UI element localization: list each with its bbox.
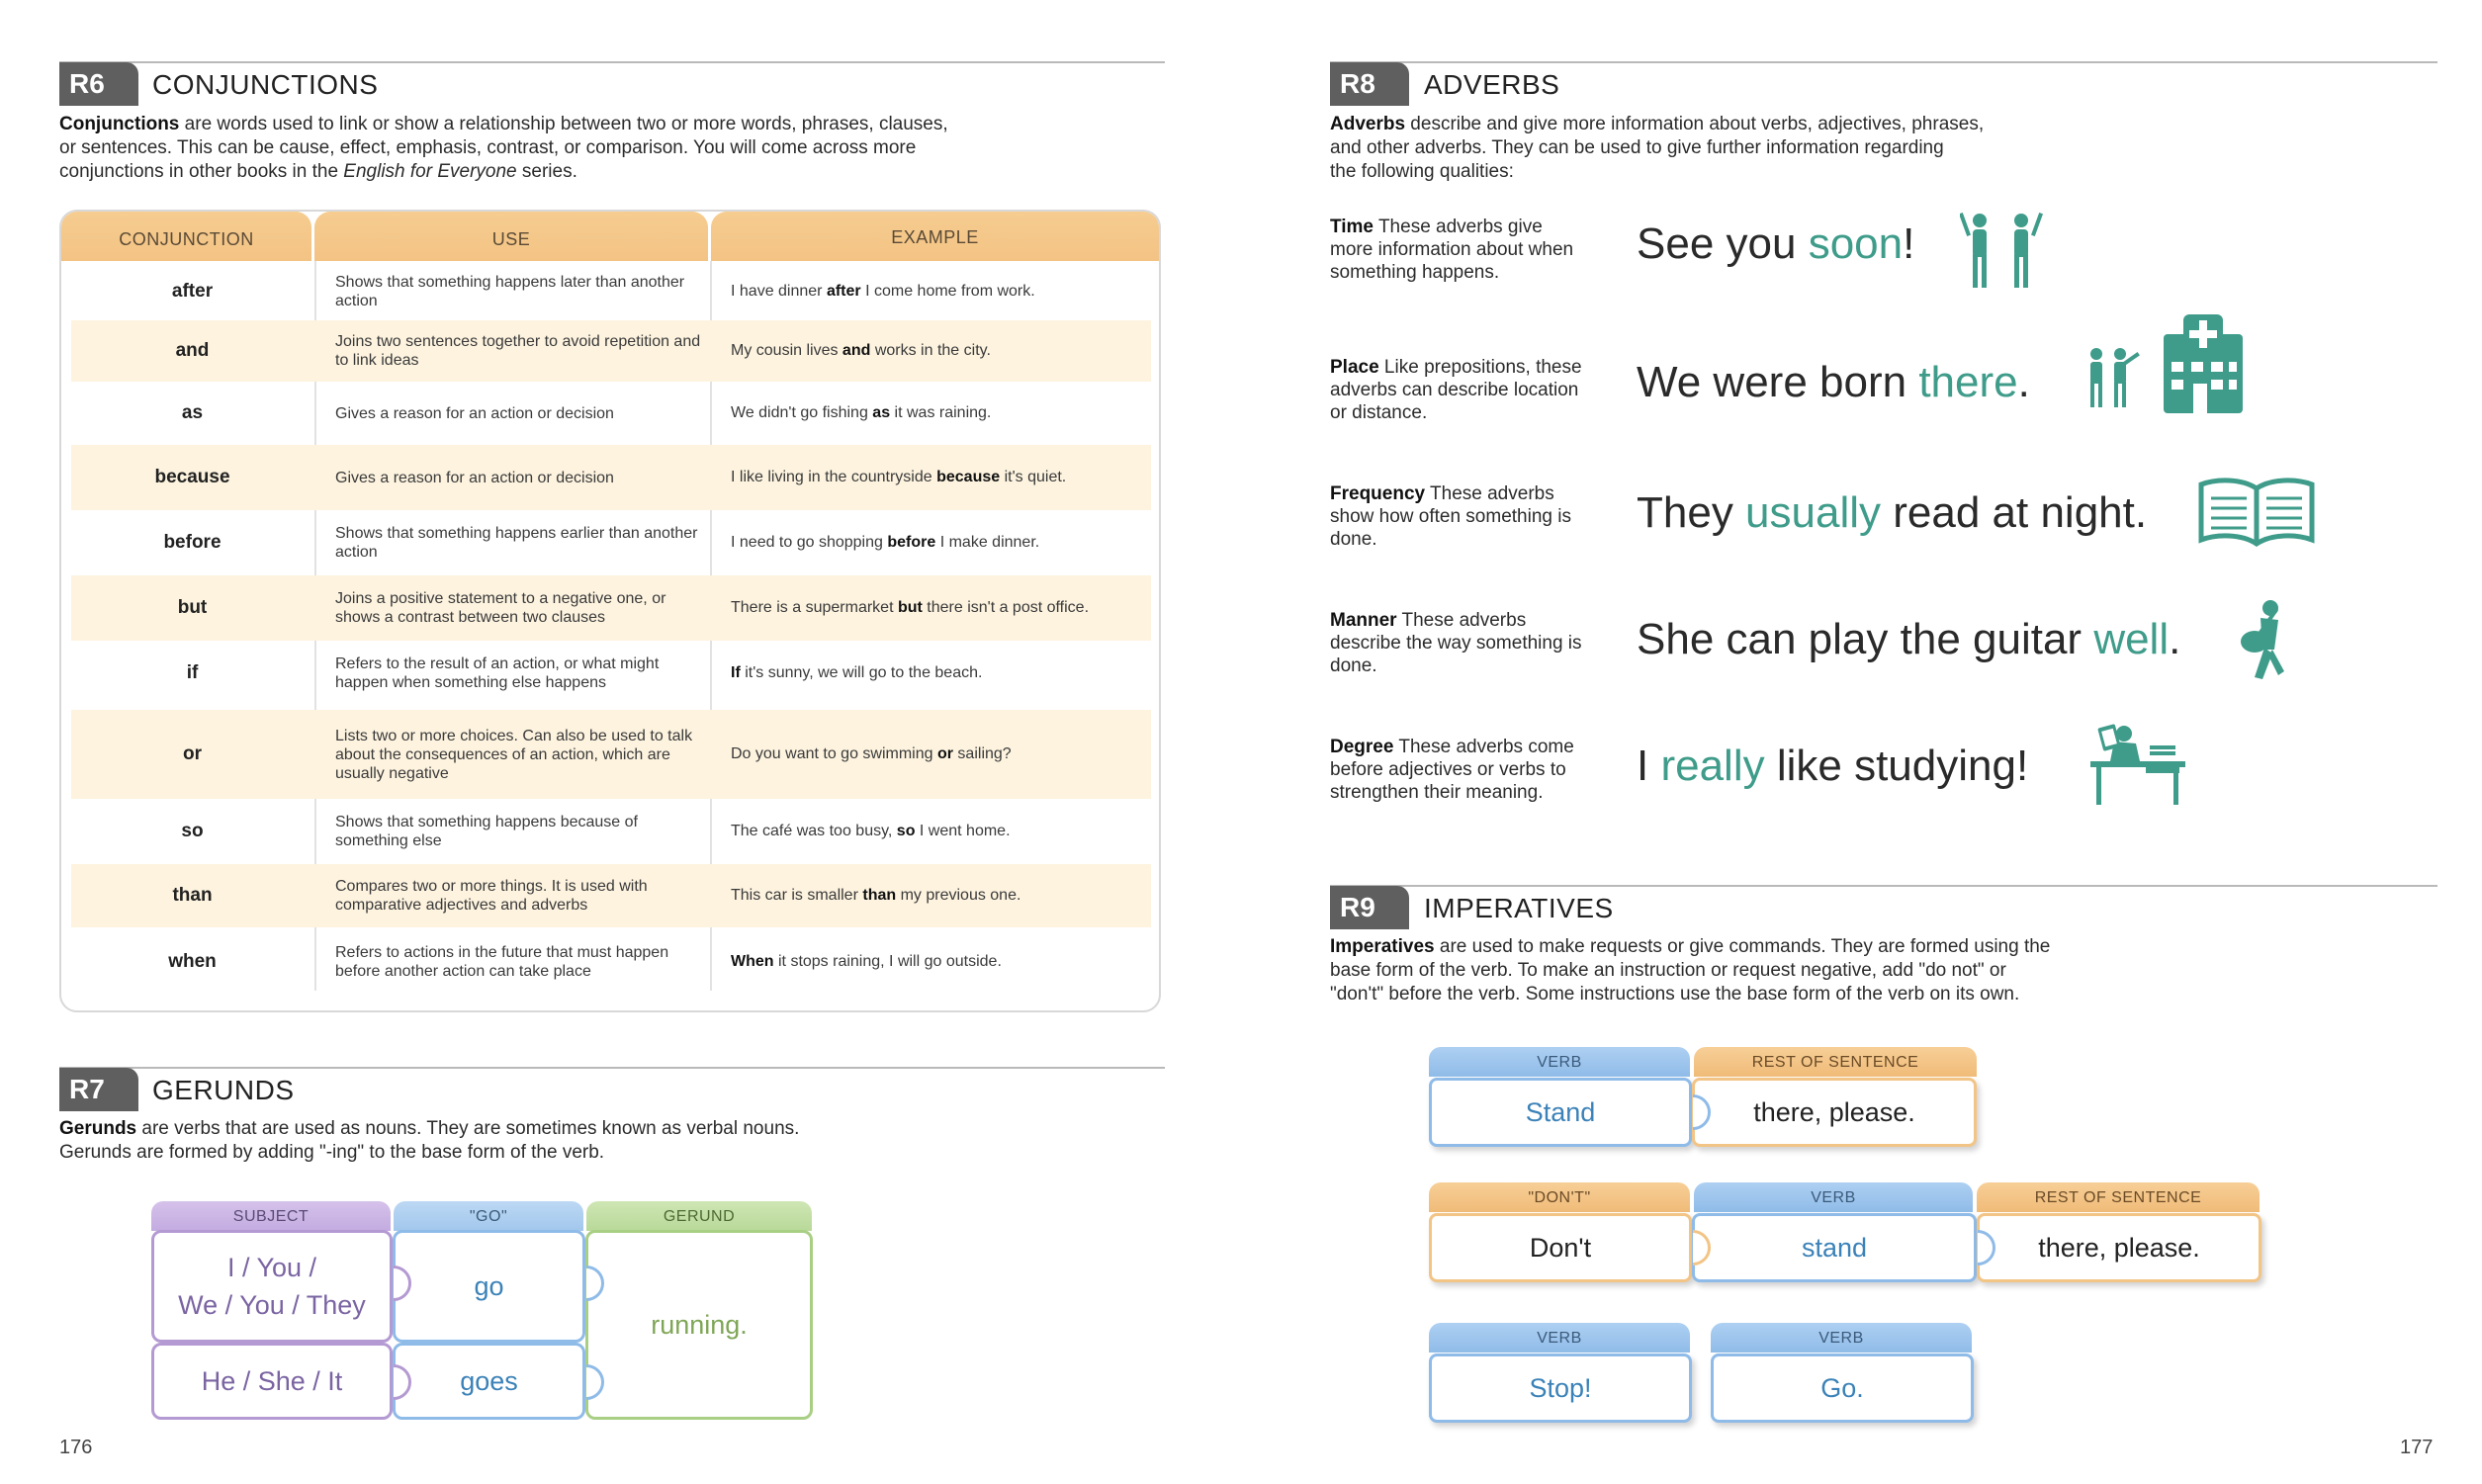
adverb-desc-text: These adverbs give more information about when something happens. bbox=[1330, 217, 1574, 283]
conjunction-use: Refers to the result of an action, or what might happen when something else happens bbox=[335, 655, 660, 691]
imperative-box-go: Go. bbox=[1711, 1353, 1974, 1423]
sentence-text: ! bbox=[1903, 219, 1915, 268]
section-intro-r6 bbox=[59, 113, 1147, 184]
example-text: We didn't go fishing bbox=[731, 404, 873, 421]
imperative-box-verb: Stand bbox=[1429, 1078, 1692, 1147]
student-desk-icon bbox=[2088, 722, 2187, 806]
conjunction-example bbox=[731, 575, 1146, 641]
conjunction-word: because bbox=[154, 467, 230, 487]
example-conjunction: but bbox=[897, 599, 923, 616]
example-conjunction: When bbox=[731, 953, 774, 970]
page-number-left: 176 bbox=[59, 1437, 93, 1458]
conjunction-use: Shows that something happens because of something else bbox=[335, 814, 638, 849]
imperative-tab-rest: REST OF SENTENCE bbox=[1694, 1047, 1977, 1077]
puzzle-piece-go: go bbox=[393, 1230, 585, 1343]
table-row bbox=[71, 320, 1151, 382]
imperative-box-verb: stand bbox=[1692, 1213, 1977, 1282]
conjunction-word: or bbox=[183, 743, 202, 764]
section-rule-r6 bbox=[59, 61, 1165, 63]
intro-line: or sentences. This can be cause, effect, emphasis, contrast, or comparison. You will come across more bbox=[59, 137, 917, 158]
imperative-box-rest: there, please. bbox=[1692, 1078, 1977, 1147]
intro-line: are words used to link or show a relationship between two or more words, phrases, clauses, bbox=[179, 114, 948, 134]
adverb-label: Place bbox=[1330, 357, 1379, 378]
adverb-desc-text: Like prepositions, these adverbs can describe location or distance. bbox=[1330, 357, 1582, 423]
adverb-label: Time bbox=[1330, 217, 1374, 237]
example-text: it's quiet. bbox=[1000, 469, 1067, 485]
example-text: My cousin lives bbox=[731, 342, 842, 359]
sentence-text: I bbox=[1637, 742, 1661, 790]
conjunction-use: Joins a positive statement to a negative one, or shows a contrast between two clauses bbox=[335, 590, 666, 626]
section-intro-r8 bbox=[1330, 113, 2220, 184]
sentence-text: . bbox=[2017, 358, 2030, 406]
imperative-tab-verb: VERB bbox=[1711, 1323, 1972, 1353]
conjunction-example bbox=[731, 510, 1146, 575]
conjunction-word: after bbox=[171, 281, 214, 302]
adverb-sentence-place bbox=[1637, 358, 2030, 407]
example-conjunction: after bbox=[826, 283, 861, 300]
conjunction-word: when bbox=[168, 951, 217, 972]
example-conjunction: so bbox=[896, 823, 916, 839]
example-conjunction: than bbox=[862, 887, 897, 904]
page-number-right: 177 bbox=[2400, 1437, 2434, 1458]
adverb-highlight: well bbox=[2093, 615, 2170, 663]
example-text: it's sunny, we will go to the beach. bbox=[740, 664, 983, 681]
imperative-tab-verb: VERB bbox=[1429, 1323, 1690, 1353]
section-badge-r9: R9 bbox=[1330, 886, 1409, 929]
adverb-label: Degree bbox=[1330, 737, 1394, 757]
sentence-text: See you bbox=[1637, 219, 1809, 268]
section-badge-r8: R8 bbox=[1330, 62, 1409, 106]
series-name: English for Everyone bbox=[343, 161, 517, 182]
adverb-highlight: soon bbox=[1808, 219, 1904, 268]
intro-line: the following qualities: bbox=[1330, 161, 1514, 182]
imperative-tab-dont: "DON'T" bbox=[1429, 1182, 1690, 1212]
sentence-text: We were born bbox=[1637, 358, 1919, 406]
adverb-desc-text: These adverbs describe the way something is done. bbox=[1330, 610, 1582, 676]
example-text: I have dinner bbox=[731, 283, 827, 300]
conjunction-example bbox=[731, 641, 1146, 706]
conjunction-word: as bbox=[181, 402, 204, 423]
section-intro-r7 bbox=[59, 1117, 1147, 1165]
adverb-desc-place bbox=[1330, 356, 1587, 424]
section-title-r6: CONJUNCTIONS bbox=[152, 69, 379, 100]
table-header-example: EXAMPLE bbox=[711, 212, 1159, 261]
table-row bbox=[71, 382, 1151, 445]
conjunction-use: Joins two sentences together to avoid repetition and to link ideas bbox=[335, 333, 701, 369]
intro-line: "don't" before the verb. Some instructions use the base form of the verb on its own. bbox=[1330, 984, 2020, 1004]
intro-term: Imperatives bbox=[1330, 936, 1435, 957]
imperative-box-dont: Don't bbox=[1429, 1213, 1692, 1282]
table-row bbox=[71, 927, 1151, 997]
imperative-box-stop: Stop! bbox=[1429, 1353, 1692, 1423]
people-waving-icon bbox=[1960, 211, 2044, 290]
conjunction-use: Refers to actions in the future that must happen before another action can take place bbox=[335, 944, 669, 980]
adverb-sentence-degree bbox=[1637, 742, 2028, 791]
intro-line: are used to make requests or give commands. They are formed using the bbox=[1434, 936, 2051, 957]
puzzle-tab-subject: SUBJECT bbox=[151, 1201, 391, 1231]
conjunction-example bbox=[731, 445, 1146, 510]
example-text: The café was too busy, bbox=[731, 823, 897, 839]
puzzle-piece-subject-singular: He / She / It bbox=[151, 1343, 393, 1420]
imperative-box-rest: there, please. bbox=[1977, 1213, 2261, 1282]
table-header-conjunction: CONJUNCTION bbox=[61, 212, 311, 261]
intro-line: base form of the verb. To make an instruction or request negative, add "do not" or bbox=[1330, 960, 2006, 981]
conjunction-word: and bbox=[175, 340, 210, 361]
adverb-sentence-time bbox=[1637, 219, 1914, 269]
adverb-highlight: there bbox=[1918, 358, 2018, 406]
sentence-text: like studying! bbox=[1764, 742, 2029, 790]
intro-line: Gerunds are formed by adding "-ing" to the base form of the verb. bbox=[59, 1142, 605, 1163]
adverb-desc-text: These adverbs show how often something is done. bbox=[1330, 483, 1571, 550]
intro-term: Adverbs bbox=[1330, 114, 1406, 134]
conjunction-example bbox=[731, 927, 1146, 997]
conjunction-word: if bbox=[186, 662, 199, 683]
adverb-label: Frequency bbox=[1330, 483, 1426, 504]
conjunction-use: Shows that something happens later than another action bbox=[335, 274, 685, 309]
section-title-r7: GERUNDS bbox=[152, 1075, 295, 1105]
conjunction-use: Lists two or more choices. Can also be used to talk about the consequences of an action, which are usually negative bbox=[335, 727, 693, 782]
subject-text: We / You / They bbox=[178, 1290, 366, 1320]
adverb-desc-time bbox=[1330, 216, 1587, 284]
example-text: I come home from work. bbox=[860, 283, 1035, 300]
table-row bbox=[71, 445, 1151, 510]
adverb-label: Manner bbox=[1330, 610, 1397, 631]
example-conjunction: or bbox=[936, 745, 953, 762]
adverb-desc-manner bbox=[1330, 609, 1587, 677]
subject-text: I / You / bbox=[226, 1253, 317, 1282]
guitarist-icon bbox=[2233, 598, 2292, 682]
intro-line: are verbs that are used as nouns. They are sometimes known as verbal nouns. bbox=[136, 1118, 800, 1139]
section-title-r9: IMPERATIVES bbox=[1424, 893, 1614, 923]
intro-term: Gerunds bbox=[59, 1118, 137, 1139]
intro-line: conjunctions in other books in the bbox=[59, 161, 344, 182]
adverb-sentence-manner bbox=[1637, 615, 2180, 664]
puzzle-piece-subject-plural bbox=[151, 1230, 393, 1343]
example-conjunction: If bbox=[731, 664, 741, 681]
example-text: sailing? bbox=[952, 745, 1012, 762]
section-badge-r7: R7 bbox=[59, 1068, 138, 1111]
conjunction-example bbox=[731, 261, 1146, 322]
open-book-icon bbox=[2197, 477, 2316, 548]
example-text: I like living in the countryside bbox=[731, 469, 937, 485]
adverb-highlight: really bbox=[1660, 742, 1765, 790]
intro-term: Conjunctions bbox=[59, 114, 180, 134]
section-rule-r9 bbox=[1330, 885, 2438, 887]
adverb-highlight: usually bbox=[1745, 488, 1882, 537]
example-text: it was raining. bbox=[890, 404, 992, 421]
conjunction-word: so bbox=[181, 821, 204, 841]
puzzle-piece-goes: goes bbox=[393, 1343, 585, 1420]
section-intro-r9 bbox=[1330, 935, 2220, 1006]
table-row bbox=[71, 710, 1151, 799]
sentence-text: They bbox=[1637, 488, 1746, 537]
conjunction-table bbox=[59, 210, 1161, 1012]
imperative-tab-verb: VERB bbox=[1429, 1047, 1690, 1077]
imperative-tab-rest: REST OF SENTENCE bbox=[1977, 1182, 2260, 1212]
example-text: Do you want to go swimming bbox=[731, 745, 937, 762]
conjunction-use: Gives a reason for an action or decision bbox=[335, 404, 614, 422]
section-rule-r7 bbox=[59, 1067, 1165, 1069]
example-text: works in the city. bbox=[870, 342, 991, 359]
table-row bbox=[71, 799, 1151, 864]
conjunction-use: Shows that something happens earlier than another action bbox=[335, 525, 698, 561]
example-conjunction: and bbox=[842, 342, 871, 359]
adverb-desc-text: These adverbs come before adjectives or verbs to strengthen their meaning. bbox=[1330, 737, 1574, 803]
example-text: my previous one. bbox=[896, 887, 1021, 904]
hospital-family-icon bbox=[2084, 314, 2248, 413]
table-row bbox=[71, 575, 1151, 641]
section-title-r8: ADVERBS bbox=[1424, 69, 1560, 100]
conjunction-word: before bbox=[163, 532, 222, 553]
sentence-text: . bbox=[2169, 615, 2181, 663]
conjunction-use: Compares two or more things. It is used with comparative adjectives and adverbs bbox=[335, 878, 648, 914]
example-text: there isn't a post office. bbox=[922, 599, 1090, 616]
table-header-use: USE bbox=[314, 212, 708, 261]
intro-line: describe and give more information about verbs, adjectives, phrases, bbox=[1405, 114, 1985, 134]
section-badge-r6: R6 bbox=[59, 62, 138, 106]
table-row bbox=[71, 864, 1151, 927]
example-text: There is a supermarket bbox=[731, 599, 898, 616]
conjunction-example bbox=[731, 864, 1146, 927]
example-text: it stops raining, I will go outside. bbox=[773, 953, 1002, 970]
example-conjunction: before bbox=[887, 534, 936, 551]
conjunction-example bbox=[731, 320, 1146, 382]
puzzle-tab-gerund: GERUND bbox=[586, 1201, 812, 1231]
puzzle-piece-gerund: running. bbox=[585, 1230, 813, 1420]
conjunction-use: Gives a reason for an action or decision bbox=[335, 469, 614, 486]
adverb-sentence-frequency bbox=[1637, 488, 2147, 538]
example-conjunction: as bbox=[872, 404, 891, 421]
adverb-desc-frequency bbox=[1330, 482, 1587, 551]
intro-line: series. bbox=[516, 161, 577, 182]
example-text: I went home. bbox=[915, 823, 1011, 839]
imperative-tab-verb: VERB bbox=[1694, 1182, 1973, 1212]
conjunction-word: than bbox=[172, 885, 213, 906]
adverb-desc-degree bbox=[1330, 736, 1587, 804]
example-text: I make dinner. bbox=[935, 534, 1040, 551]
section-rule-r8 bbox=[1330, 61, 2438, 63]
sentence-text: read at night. bbox=[1881, 488, 2148, 537]
table-row bbox=[71, 641, 1151, 706]
conjunction-example bbox=[731, 382, 1146, 445]
table-row bbox=[71, 510, 1151, 575]
conjunction-example bbox=[731, 710, 1146, 799]
example-conjunction: because bbox=[936, 469, 1001, 485]
example-text: This car is smaller bbox=[731, 887, 863, 904]
table-row bbox=[71, 261, 1151, 322]
intro-line: and other adverbs. They can be used to give further information regarding bbox=[1330, 137, 1944, 158]
example-text: I need to go shopping bbox=[731, 534, 888, 551]
sentence-text: She can play the guitar bbox=[1637, 615, 2094, 663]
conjunction-example bbox=[731, 799, 1146, 864]
puzzle-tab-go: "GO" bbox=[394, 1201, 583, 1231]
conjunction-word: but bbox=[177, 597, 208, 618]
